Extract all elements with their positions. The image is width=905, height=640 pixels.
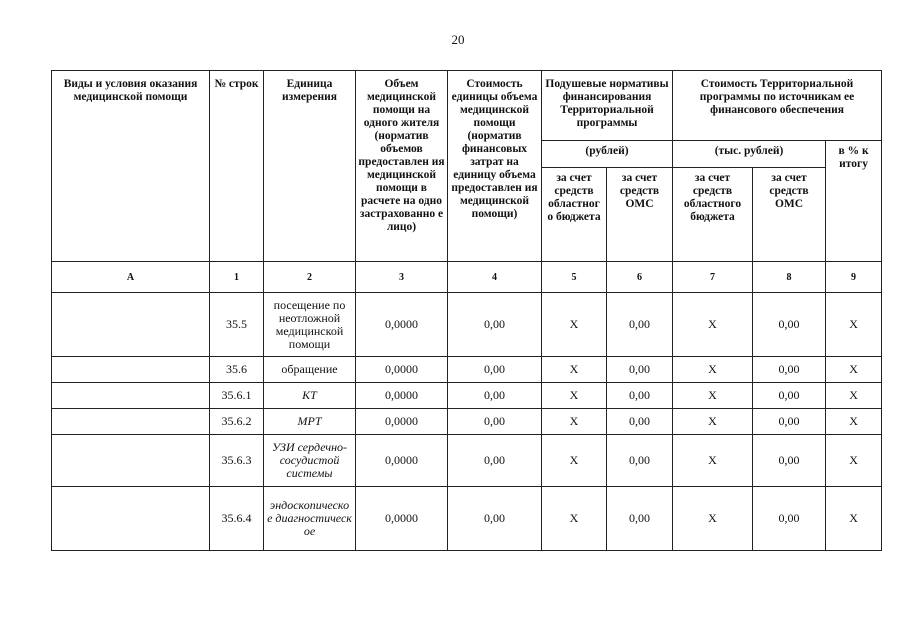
line-number-cell: 35.6.4	[210, 487, 264, 551]
header-percent-total: в % к итогу	[826, 141, 882, 262]
care-type-cell	[52, 357, 210, 383]
header-line-number: № строк	[210, 71, 264, 262]
volume-cell: 0,0000	[356, 409, 448, 435]
column-number: 2	[264, 262, 356, 293]
oms-cost-cell: 0,00	[753, 487, 826, 551]
regional-budget-per-capita-cell: Х	[542, 435, 607, 487]
header-volume: Объем медицинской помощи на одного жителя (норматив объемов предоставлен ия медицинской помощи в расчете на одно застрахованно е лицо)	[356, 71, 448, 262]
header-regional-budget-per-capita: за счет средств областног о бюджета	[542, 168, 607, 262]
unit-cost-cell: 0,00	[448, 357, 542, 383]
oms-per-capita-cell: 0,00	[607, 435, 673, 487]
column-number: 8	[753, 262, 826, 293]
regional-budget-per-capita-cell: Х	[542, 409, 607, 435]
volume-cell: 0,0000	[356, 383, 448, 409]
column-number: 7	[673, 262, 753, 293]
care-type-cell	[52, 383, 210, 409]
unit-cost-cell: 0,00	[448, 487, 542, 551]
percent-total-cell: Х	[826, 293, 882, 357]
line-number-cell: 35.6.3	[210, 435, 264, 487]
oms-per-capita-cell: 0,00	[607, 409, 673, 435]
oms-cost-cell: 0,00	[753, 383, 826, 409]
percent-total-cell: Х	[826, 357, 882, 383]
regional-budget-per-capita-cell: Х	[542, 487, 607, 551]
oms-per-capita-cell: 0,00	[607, 293, 673, 357]
oms-cost-cell: 0,00	[753, 357, 826, 383]
unit-cost-cell: 0,00	[448, 383, 542, 409]
oms-cost-cell: 0,00	[753, 293, 826, 357]
regional-budget-cost-cell: Х	[673, 293, 753, 357]
column-number: А	[52, 262, 210, 293]
column-number: 4	[448, 262, 542, 293]
oms-per-capita-cell: 0,00	[607, 487, 673, 551]
regional-budget-cost-cell: Х	[673, 383, 753, 409]
volume-cell: 0,0000	[356, 357, 448, 383]
regional-budget-per-capita-cell: Х	[542, 383, 607, 409]
header-unit-cost: Стоимость единицы объема медицинской помощи (норматив финансовых затрат на единицу объема предоставлен ия медицинской помощи)	[448, 71, 542, 262]
column-number: 6	[607, 262, 673, 293]
header-oms-per-capita: за счет средств ОМС	[607, 168, 673, 262]
unit-cost-cell: 0,00	[448, 409, 542, 435]
unit-cell: МРТ	[264, 409, 356, 435]
header-per-capita-group: Подушевые нормативы финансирования Территориальной программы	[542, 71, 673, 141]
table-row	[52, 487, 882, 551]
unit-cell: КТ	[264, 383, 356, 409]
header-per-capita-unit: (рублей)	[542, 141, 673, 168]
line-number-cell: 35.6.2	[210, 409, 264, 435]
regional-budget-cost-cell: Х	[673, 435, 753, 487]
percent-total-cell: Х	[826, 409, 882, 435]
column-number: 3	[356, 262, 448, 293]
header-care-type: Виды и условия оказания медицинской помощи	[52, 71, 210, 262]
oms-per-capita-cell: 0,00	[607, 383, 673, 409]
regional-budget-per-capita-cell: Х	[542, 357, 607, 383]
data-table-container	[51, 70, 881, 551]
unit-cell: УЗИ сердечно-сосудистой системы	[264, 435, 356, 487]
line-number-cell: 35.6.1	[210, 383, 264, 409]
care-type-cell	[52, 487, 210, 551]
care-type-cell	[52, 293, 210, 357]
table-row	[52, 409, 882, 435]
column-number: 1	[210, 262, 264, 293]
column-number-row	[52, 262, 882, 293]
volume-cell: 0,0000	[356, 487, 448, 551]
unit-cost-cell: 0,00	[448, 293, 542, 357]
header-unit: Единица измерения	[264, 71, 356, 262]
line-number-cell: 35.6	[210, 357, 264, 383]
unit-cell: посещение по неотложной медицинской помощи	[264, 293, 356, 357]
volume-cell: 0,0000	[356, 293, 448, 357]
header-oms-cost: за счет средств ОМС	[753, 168, 826, 262]
unit-cell: эндоскопическо е диагностическ ое	[264, 487, 356, 551]
regional-budget-cost-cell: Х	[673, 357, 753, 383]
header-regional-budget-cost: за счет средств областного бюджета	[673, 168, 753, 262]
care-type-cell	[52, 409, 210, 435]
oms-cost-cell: 0,00	[753, 409, 826, 435]
oms-cost-cell: 0,00	[753, 435, 826, 487]
percent-total-cell: Х	[826, 435, 882, 487]
table-row	[52, 357, 882, 383]
percent-total-cell: Х	[826, 383, 882, 409]
header-program-cost-group: Стоимость Территориальной программы по источникам ее финансового обеспечения	[673, 71, 882, 141]
unit-cost-cell: 0,00	[448, 435, 542, 487]
regional-budget-cost-cell: Х	[673, 409, 753, 435]
percent-total-cell: Х	[826, 487, 882, 551]
line-number-cell: 35.5	[210, 293, 264, 357]
unit-cell: обращение	[264, 357, 356, 383]
table-row	[52, 293, 882, 357]
oms-per-capita-cell: 0,00	[607, 357, 673, 383]
financing-table	[51, 70, 882, 551]
column-number: 9	[826, 262, 882, 293]
regional-budget-per-capita-cell: Х	[542, 293, 607, 357]
column-number: 5	[542, 262, 607, 293]
header-cost-unit: (тыс. рублей)	[673, 141, 826, 168]
care-type-cell	[52, 435, 210, 487]
volume-cell: 0,0000	[356, 435, 448, 487]
table-row	[52, 383, 882, 409]
page-number: 20	[451, 32, 465, 47]
regional-budget-cost-cell: Х	[673, 487, 753, 551]
table-row	[52, 435, 882, 487]
